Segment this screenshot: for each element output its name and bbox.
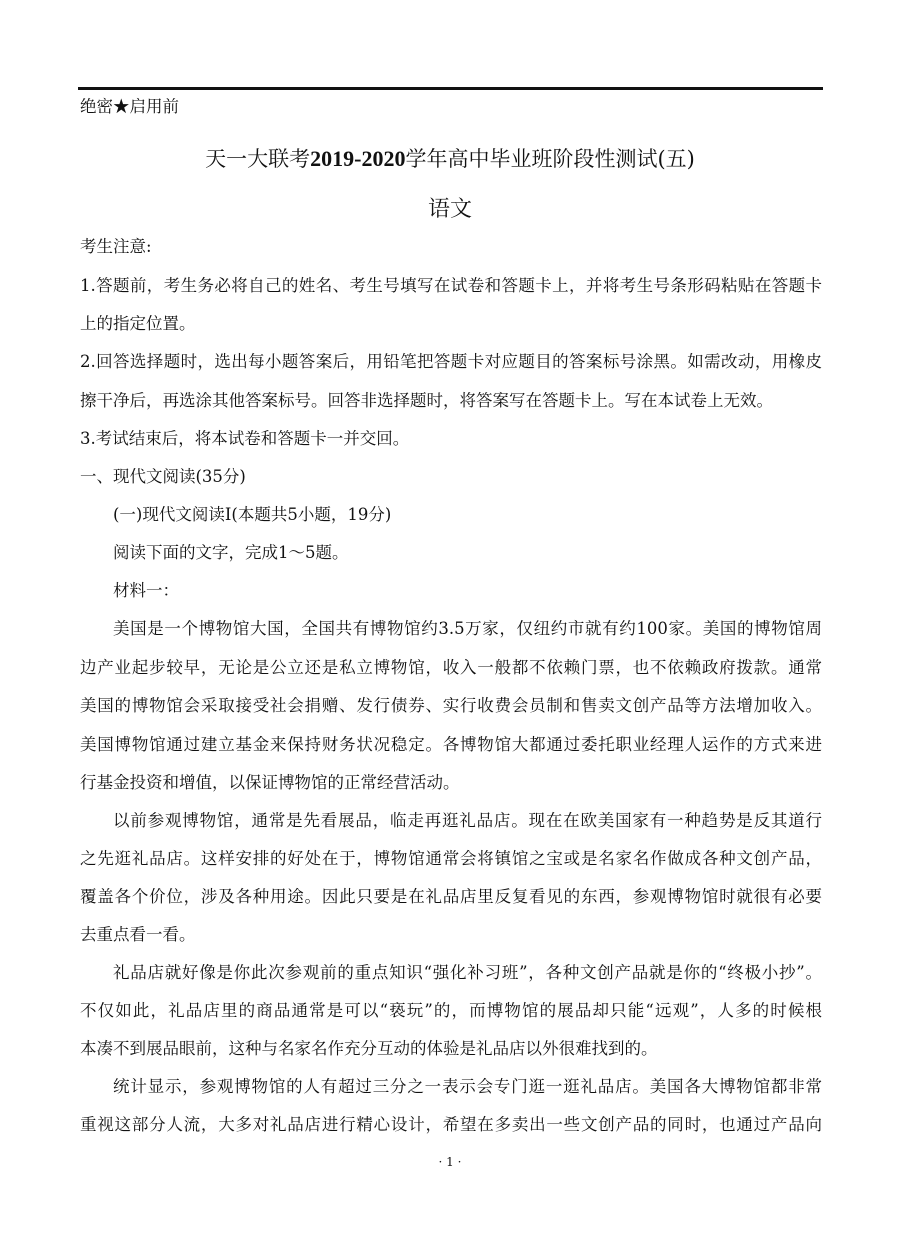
body-line: 边产业起步较早，无论是公立还是私立博物馆，收入一般都不依赖门票，也不依赖政府拨款。通常 — [80, 658, 822, 677]
body-line: 本凑不到展品眼前，这种与名家名作充分互动的体验是礼品店以外很难找到的。 — [80, 1039, 658, 1058]
notice-line: 3.考试结束后，将本试卷和答题卡一并交回。 — [80, 429, 410, 448]
notice-line: 1.答题前，考生务必将自己的姓名、考生号填写在试卷和答题卡上，并将考生号条形码粘贴在答题卡 — [80, 276, 822, 295]
notice-line: 上的指定位置。 — [80, 314, 196, 333]
body-line: 美国是一个博物馆大国，全国共有博物馆约3.5万家，仅纽约市就有约100家。美国的博物馆周 — [113, 619, 822, 638]
classification-label: 绝密★启用前 — [80, 97, 179, 116]
body-line: 去重点看一看。 — [80, 925, 196, 944]
exam-title — [0, 143, 900, 173]
subject-title: 语文 — [427, 197, 472, 222]
title-post: 学年高中毕业班阶段性测试(五) — [405, 147, 695, 171]
body-line: 美国的博物馆会采取接受社会捐赠、发行债券、实行收费会员制和售卖文创产品等方法增加收入。 — [80, 696, 822, 715]
notice-line: 擦干净后，再选涂其他答案标号。回答非选择题时，将答案写在答题卡上。写在本试卷上无效。 — [80, 391, 773, 410]
section-heading: 一、现代文阅读(35分) — [80, 467, 246, 486]
title-pre: 天一大联考 — [205, 147, 311, 171]
notice-line: 2.回答选择题时，选出每小题答案后，用铅笔把答题卡对应题目的答案标号涂黑。如需改动，用橡皮 — [80, 352, 822, 371]
sub-heading: (一)现代文阅读I(本题共5小题，19分) — [113, 505, 392, 524]
material-label: 材料一： — [113, 581, 179, 600]
body-line: 礼品店就好像是你此次参观前的重点知识“强化补习班”，各种文创产品就是你的“终极小抄”。 — [113, 963, 822, 982]
page-number: · 1 · — [438, 1155, 462, 1169]
body-line: 不仅如此，礼品店里的商品通常是可以“亵玩”的，而博物馆的展品却只能“远观”，人多的时候根 — [80, 1001, 822, 1020]
body-line: 之先逛礼品店。这样安排的好处在于，博物馆通常会将镇馆之宝或是名家名作做成各种文创产品， — [80, 849, 822, 868]
body-line: 覆盖各个价位，涉及各种用途。因此只要是在礼品店里反复看见的东西，参观博物馆时就很有必要 — [80, 887, 822, 906]
top-rule — [78, 87, 823, 90]
instruction: 阅读下面的文字，完成1～5题。 — [113, 543, 349, 562]
title-year: 2019-2020 — [310, 146, 406, 171]
body-line: 统计显示，参观博物馆的人有超过三分之一表示会专门逛一逛礼品店。美国各大博物馆都非常 — [113, 1077, 822, 1096]
body-line: 美国博物馆通过建立基金来保持财务状况稳定。各博物馆大都通过委托职业经理人运作的方式来进 — [80, 735, 822, 754]
body-line: 重视这部分人流，大多对礼品店进行精心设计，希望在多卖出一些文创产品的同时，也通过产品向 — [80, 1115, 822, 1134]
body-line: 以前参观博物馆，通常是先看展品，临走再逛礼品店。现在在欧美国家有一种趋势是反其道行 — [113, 811, 822, 830]
body-line: 行基金投资和增值，以保证博物馆的正常经营活动。 — [80, 773, 460, 792]
notice-heading: 考生注意: — [80, 237, 152, 256]
